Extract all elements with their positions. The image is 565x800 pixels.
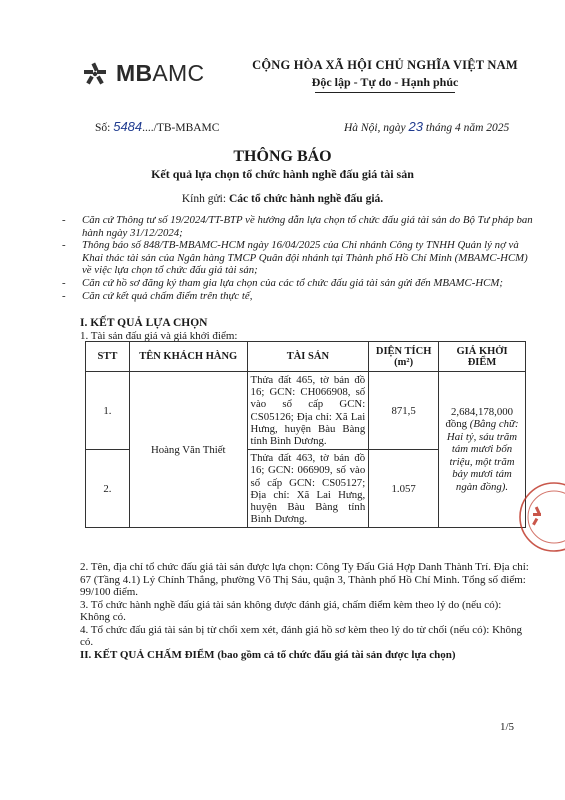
document-title: THÔNG BÁO xyxy=(233,148,332,165)
legal-bases-list xyxy=(70,214,535,302)
page-number: 1/5 xyxy=(500,721,515,733)
result-item-4: 4. Tổ chức đấu giá tài sản bị từ chối xem xét, đánh giá hồ sơ kèm theo lý do từ chối (nếu có): Không có. xyxy=(80,623,523,648)
handwritten-number: 5484 xyxy=(113,119,143,134)
company-logo xyxy=(80,60,204,87)
result-item-2: 2. Tên, địa chỉ tổ chức đấu giá tài sản được lựa chọn: Công Ty Đấu Giá Hợp Danh Thành Trí. Địa chỉ: 67 (Tầng 4.1) Lý Chính Thắng, phường Võ Thị Sáu, quận 3, Thành phố Hồ Chí Minh. Tổng số điểm: 99/100 điểm. xyxy=(80,561,529,598)
legal-basis-item: - Căn cứ hồ sơ đăng ký tham gia lựa chọn của các tổ chức đấu giá tài sản gửi đến MBAMC-HCM; xyxy=(70,277,535,290)
document-number: Số: 5484..../TB-MBAMC xyxy=(95,119,220,134)
logo-wordmark: MBAMC xyxy=(116,60,205,86)
asset-cell: Thửa đất 465, tờ bản đồ 16; GCN: CH066908, số vào sổ cấp GCN: CS05126; Địa chỉ: Xã Lai Hưng, huyện Bàu Bàng tỉnh Bình Dương. xyxy=(247,372,369,450)
price-in-words: (Bằng chữ: Hai tỷ, sáu trăm tám mươi bốn triệu, một trăm bảy mươi tám ngàn đồng). xyxy=(446,418,519,493)
col-header-asset: TÀI SẢN xyxy=(247,342,369,372)
nation-line-2: Độc lập - Tự do - Hạnh phúc xyxy=(311,75,459,89)
section-1-heading: I. KẾT QUẢ LỰA CHỌN xyxy=(80,317,208,329)
seal-stamp-icon xyxy=(512,480,565,555)
nation-line-1: CỘNG HÒA XÃ HỘI CHỦ NGHĨA VIỆT NAM xyxy=(252,58,518,72)
mbamc-star-icon xyxy=(80,61,110,87)
table-row xyxy=(86,372,526,450)
price-value: 2,684,178,000 đồng xyxy=(445,405,514,431)
area-cell: 871,5 xyxy=(369,372,439,450)
section-2-heading: II. KẾT QUẢ CHẤM ĐIỂM (bao gồm cả tổ chức đấu giá tài sản được lựa chọn) xyxy=(80,648,456,661)
table-header-row xyxy=(86,342,526,372)
recipient-line: Kính gửi: Các tổ chức hành nghề đấu giá. xyxy=(181,193,384,205)
asset-table xyxy=(85,341,526,528)
stt-cell: 1. xyxy=(86,372,130,450)
legal-basis-item: - Thông báo số 848/TB-MBAMC-HCM ngày 16/04/2025 của Chi nhánh Công ty TNHH Quản lý nợ và Khai thác tài sản của Ngân hàng TMCP Quân đội nhánh tại Thành phố Hồ Chí Minh (MBAMC-HCM) về việc lựa chọn tổ chức đấu giá tài sản; xyxy=(70,239,535,277)
result-item-3: 3. Tổ chức hành nghề đấu giá tài sản không được đánh giá, chấm điểm kèm theo lý do (nếu có): Không có. xyxy=(80,598,502,623)
heading-underline xyxy=(315,92,455,93)
customer-cell: Hoàng Văn Thiết xyxy=(129,372,247,528)
document-subtitle: Kết quả lựa chọn tổ chức hành nghề đấu giá tài sản xyxy=(151,167,414,181)
col-header-price: GIÁ KHỞI ĐIỂM xyxy=(439,342,526,372)
asset-cell: Thửa đất 463, tờ bản đồ 16; GCN: 066909, số vào sổ cấp GCN: CS05127; Địa chỉ: Xã Lai Hưng, huyện Bàu Bàng tỉnh Bình Dương. xyxy=(247,450,369,528)
legal-basis-item: - Căn cứ kết quả chấm điểm trên thực tế, xyxy=(70,290,535,303)
document-date: Hà Nội, ngày 23 tháng 4 năm 2025 xyxy=(344,119,510,134)
col-header-stt: STT xyxy=(86,342,130,372)
handwritten-day: 23 xyxy=(408,119,423,134)
col-header-customer: TÊN KHÁCH HÀNG xyxy=(129,342,247,372)
area-cell: 1.057 xyxy=(369,450,439,528)
company-seal xyxy=(512,480,565,560)
stt-cell: 2. xyxy=(86,450,130,528)
national-heading xyxy=(230,58,540,93)
section-1-subheading: 1. Tài sản đấu giá và giá khởi điểm: xyxy=(80,330,238,342)
col-header-area: DIỆN TÍCH (m²) xyxy=(369,342,439,372)
legal-basis-item: - Căn cứ Thông tư số 19/2024/TT-BTP về hướng dẫn lựa chọn tổ chức đấu giá tài sản do Bộ Tư pháp ban hành ngày 31/12/2024; xyxy=(70,214,535,239)
results-paragraphs xyxy=(80,561,532,661)
